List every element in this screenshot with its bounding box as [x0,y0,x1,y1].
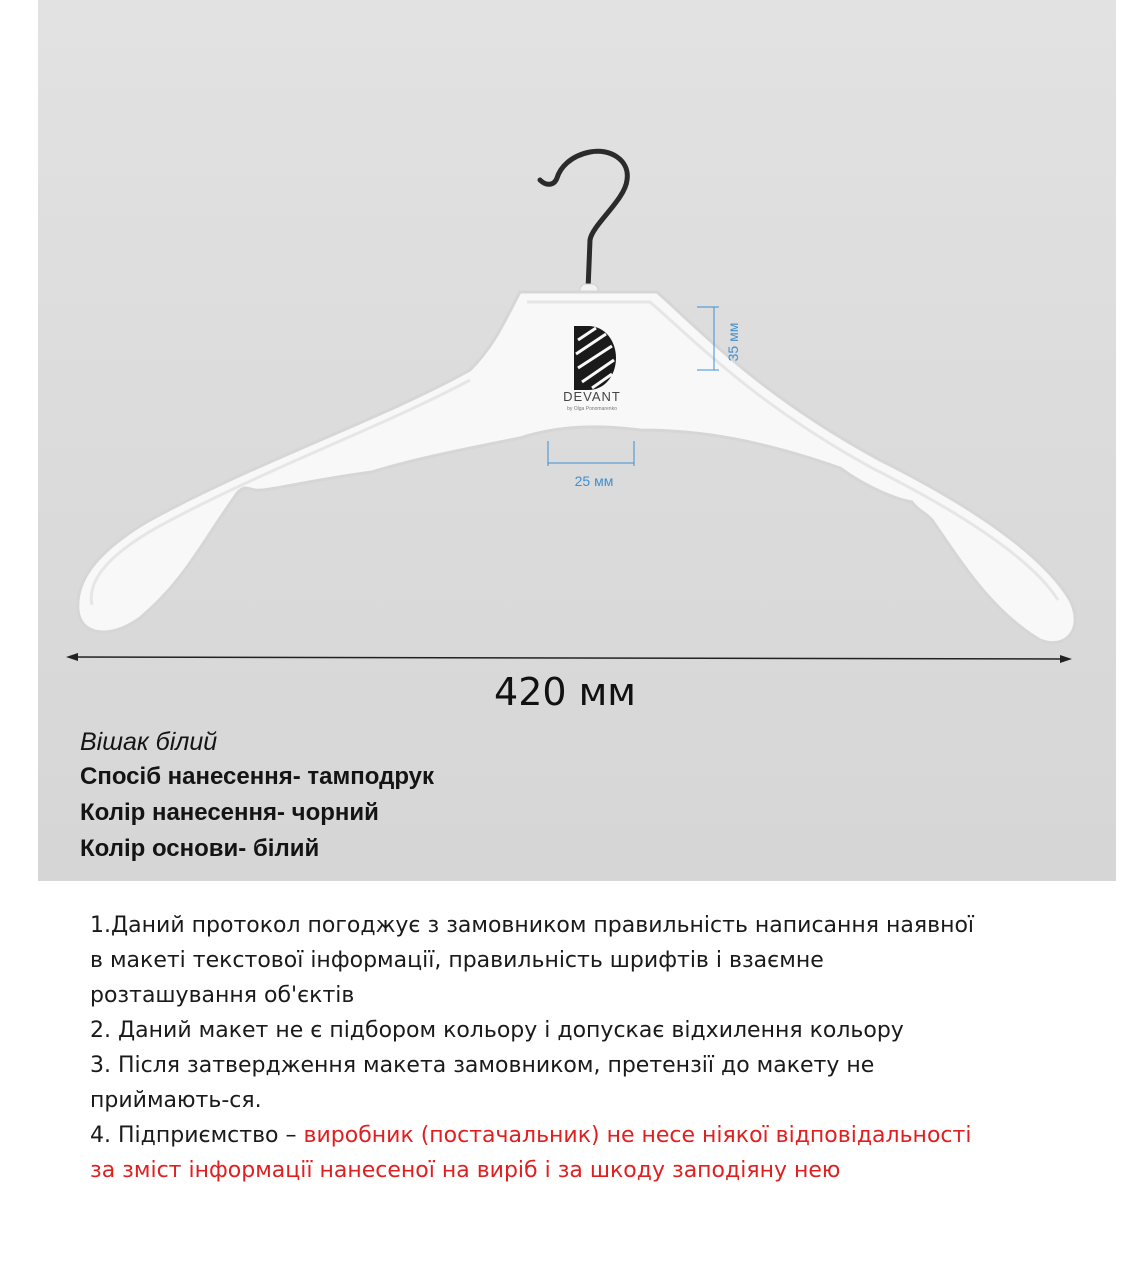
specs-block [80,728,434,871]
print-color: Колір нанесення- чорний [80,799,379,826]
note-4 [90,1118,990,1188]
hanger-hook [540,151,627,290]
height-label: 35 мм [725,322,741,362]
note-4-warning: виробник (постачальник) не несе ніякої відповідальності за зміст інформації нанесеної на виріб і за шкоду заподіяну нею [90,1123,972,1183]
note-2: 2. Даний макет не є підбором кольору і допускає відхилення кольору [90,1018,904,1043]
base-color: Колір основи- білий [80,835,320,862]
note-3: 3. Після затвердження макета замовником, претензії до макету не приймають-ся. [90,1053,875,1113]
notes-block [90,908,990,1188]
neck-label: 25 мм [574,473,614,489]
note-1: 1.Даний протокол погоджує з замовником правильність написання наявної в макеті текстової інформації, правильність шрифтів і взаємне розташування об'єктів [90,913,975,1008]
logo-brand: DEVANT [563,389,621,404]
width-label: 420 мм [494,670,636,714]
neck-dimension [548,441,634,466]
note-4-prefix: 4. Підприємство – [90,1123,304,1148]
print-method: Спосіб нанесення- тамподрук [80,763,435,790]
product-name: Вішак білий [80,728,218,756]
logo-subtitle: by Olga Ponomarenko [567,406,617,412]
width-arrow [66,653,1072,663]
